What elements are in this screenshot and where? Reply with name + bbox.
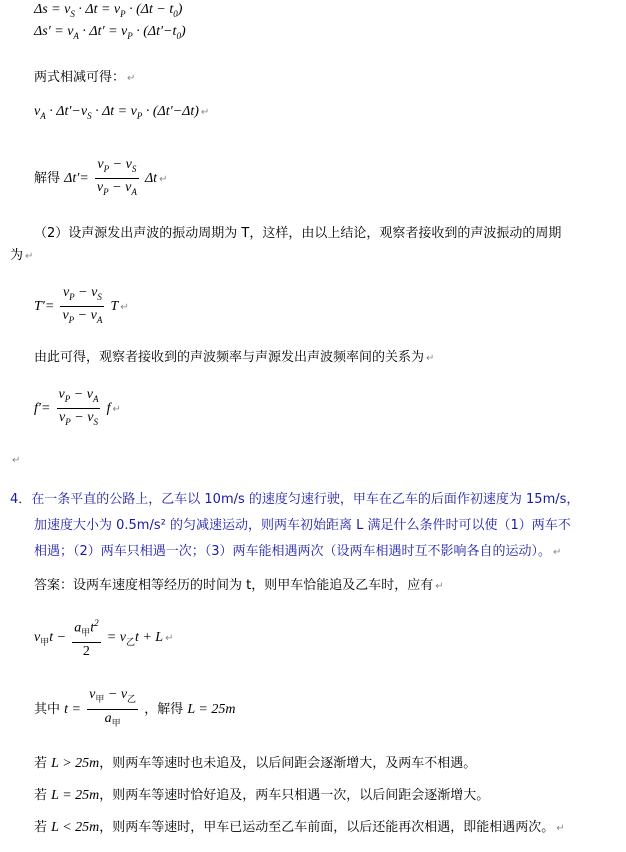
equation-period: T′= $\frac{v_P - v_S}{v_P - v_A}$ T ↵ bbox=[34, 284, 129, 329]
equation-difference: $v_A \cdot \Delta t'-v_S \cdot \Delta t = v_P \cdot (\Delta t'-\Delta t)$ ↵ bbox=[34, 104, 210, 121]
paragraph-period-line1: （2）设声源发出声波的振动周期为 T，这样，由以上结论，观察者接收到的声波振动的周期 bbox=[34, 226, 562, 241]
question-4-line2: 加速度大小为 0.5m/s² 的匀减速运动，则两车初始距离 L 满足什么条件时可以使（1）两车不 bbox=[34, 518, 571, 533]
question-4-line3: 相遇；（2）两车只相遇一次；（3）两车能相遇两次（设两车相遇时互不影响各自的运动）。 ↵ bbox=[34, 544, 562, 559]
fraction: $\frac{v_P - v_S}{v_P - v_A}$ bbox=[96, 157, 137, 197]
equation-frequency: f′= $\frac{v_P - v_A}{v_P - v_S}$ f ↵ bbox=[34, 386, 121, 431]
paragraph-period-line2: 为 ↵ bbox=[10, 248, 34, 263]
empty-paragraph: ↵ bbox=[12, 455, 21, 466]
case-meet-once: 若 L = 25m，则两车等速时恰好追及，两车只相遇一次，以后间距会逐渐增大。 bbox=[34, 788, 490, 803]
equation-delta-s-prime: $\Delta s' = v_A \cdot \Delta t' = v_P \cdot (\Delta t'-t_0)$ bbox=[34, 24, 186, 41]
case-meet-twice: 若 L < 25m，则两车等速时，甲车已运动至乙车前面，以后还能再次相遇，即能相遇两次。 ↵ bbox=[34, 820, 565, 835]
equation-time: 其中 t = $\frac{v_甲 - v_乙}{a_甲}$ ，解得 L = 25m bbox=[34, 686, 235, 733]
fraction: $\frac{v_P - v_S}{v_P - v_A}$ bbox=[62, 285, 103, 325]
subtract-text: 两式相减可得： ↵ bbox=[34, 70, 136, 85]
question-4-line1: 4．在一条平直的公路上，乙车以 10m/s 的速度匀速行驶，甲车在乙车的后面作初速度为 15m/s， bbox=[10, 492, 580, 507]
frequency-text: 由此可得，观察者接收到的声波频率与声源发出声波频率间的关系为 ↵ bbox=[34, 350, 435, 365]
solution-delta-t-prime: 解得 Δt′= $\frac{v_P - v_S}{v_P - v_A}$ Δt ↵ bbox=[34, 156, 167, 201]
fraction: $\frac{v_P - v_A}{v_P - v_S}$ bbox=[58, 387, 99, 427]
fraction: $\frac{a_甲t^2}{2}$ bbox=[72, 614, 100, 661]
case-no-meet: 若 L > 25m，则两车等速时也未追及，以后间距会逐渐增大，及两车不相遇。 bbox=[34, 756, 477, 771]
answer-text: 答案：设两车速度相等经历的时间为 t，则甲车恰能追及乙车时，应有 ↵ bbox=[34, 578, 444, 593]
fraction: $\frac{v_甲 - v_乙}{a_甲}$ bbox=[89, 687, 137, 729]
equation-catch-up: $v_甲t$ − $\frac{a_甲t^2}{2}$ = $v_乙t + L$ ↵ bbox=[34, 614, 173, 661]
equation-delta-s: $\Delta s = v_S \cdot \Delta t = v_P \cdot (\Delta t - t_0)$ bbox=[34, 2, 183, 19]
